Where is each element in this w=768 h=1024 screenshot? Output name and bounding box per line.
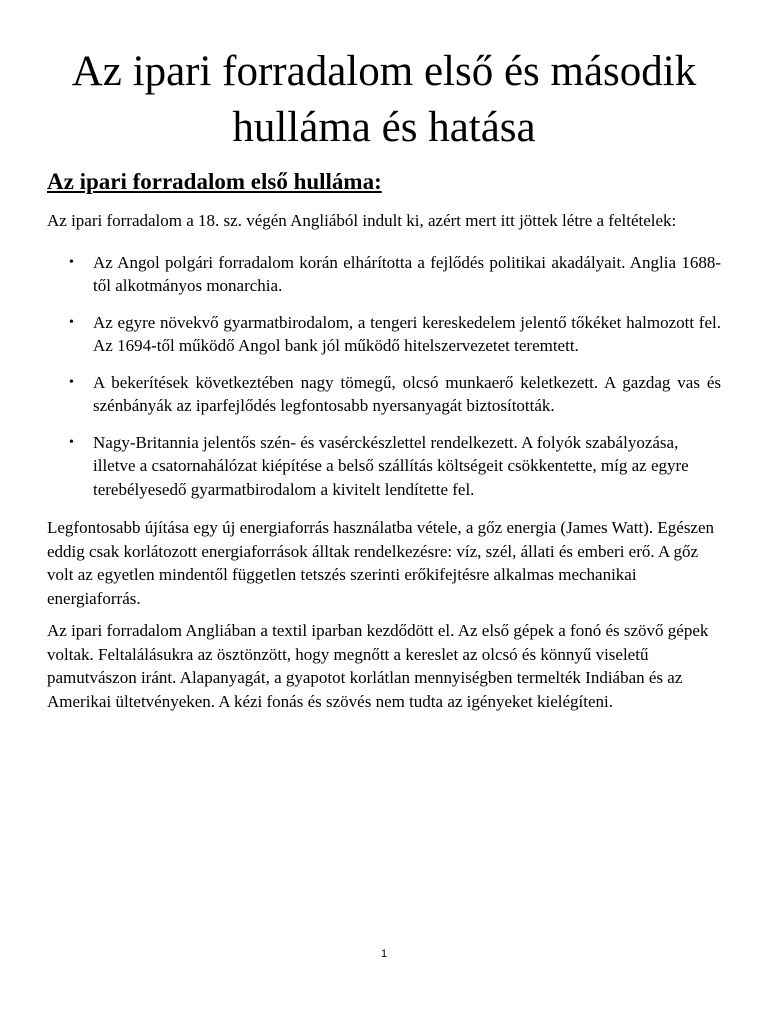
conditions-list <box>47 251 721 502</box>
document-page <box>47 44 721 713</box>
list-item <box>69 251 721 298</box>
list-item-text: A bekerítések következtében nagy tömegű, olcsó munkaerő keletkezett. A gazdag vas és szénbányák az iparfejlődés legfontosabb nyersanyagát biztosították. <box>93 372 721 415</box>
list-item-text: Az Angol polgári forradalom korán elhárította a fejlődés politikai akadályait. Anglia 1688-től alkotmányos monarchia. <box>93 252 721 295</box>
list-item <box>69 311 721 358</box>
bullet-icon: • <box>69 254 74 270</box>
page-number: 1 <box>380 948 388 960</box>
list-item <box>69 371 721 418</box>
document-title: Az ipari forradalom első és második hulláma és hatása <box>71 48 697 151</box>
bullet-icon: • <box>69 434 74 450</box>
textile-industry-paragraph: Az ipari forradalom Angliában a textil iparban kezdődött el. Az első gépek a fonó és szövő gépek voltak. Feltalálásukra az ösztönzött, hogy megnőtt a kereslet az olcsó és könnyű viseletű pamutvászon iránt. Alapanyagát, a gyapotot korlátlan mennyiségben termelték Indiában és az Amerikai ültetvényeken. A kézi fonás és szövés nem tudta az igényeket kielégíteni. <box>47 621 709 711</box>
bullet-icon: • <box>69 314 74 330</box>
list-item <box>69 431 721 502</box>
section-heading: Az ipari forradalom első hulláma: <box>47 169 382 194</box>
bullet-icon: • <box>69 374 74 390</box>
list-item-text: Nagy-Britannia jelentős szén- és vasérckészlettel rendelkezett. A folyók szabályozása, illetve a csatornahálózat kiépítése a belső szállítás költségeit csökkentette, míg az egyre terebélyesedő gyarmatbirodalom a kivitelt lendítette fel. <box>93 432 689 499</box>
list-item-text: Az egyre növekvő gyarmatbirodalom, a tengeri kereskedelem jelentő tőkéket halmozott fel. Az 1694-től működő Angol bank jól működő hitelszervezetet teremtett. <box>93 312 721 355</box>
steam-energy-paragraph: Legfontosabb újítása egy új energiaforrás használatba vétele, a gőz energia (James Watt). Egészen eddig csak korlátozott energiaforrások álltak rendelkezésre: víz, szél, állati és emberi erő. A gőz volt az egyetlen mindentől független tetszés szerinti erőkifejtésre alkalmas mechanikai energiaforrás. <box>47 518 715 608</box>
intro-paragraph: Az ipari forradalom a 18. sz. végén Angliából indult ki, azért mert itt jöttek létre a feltételek: <box>47 211 677 230</box>
